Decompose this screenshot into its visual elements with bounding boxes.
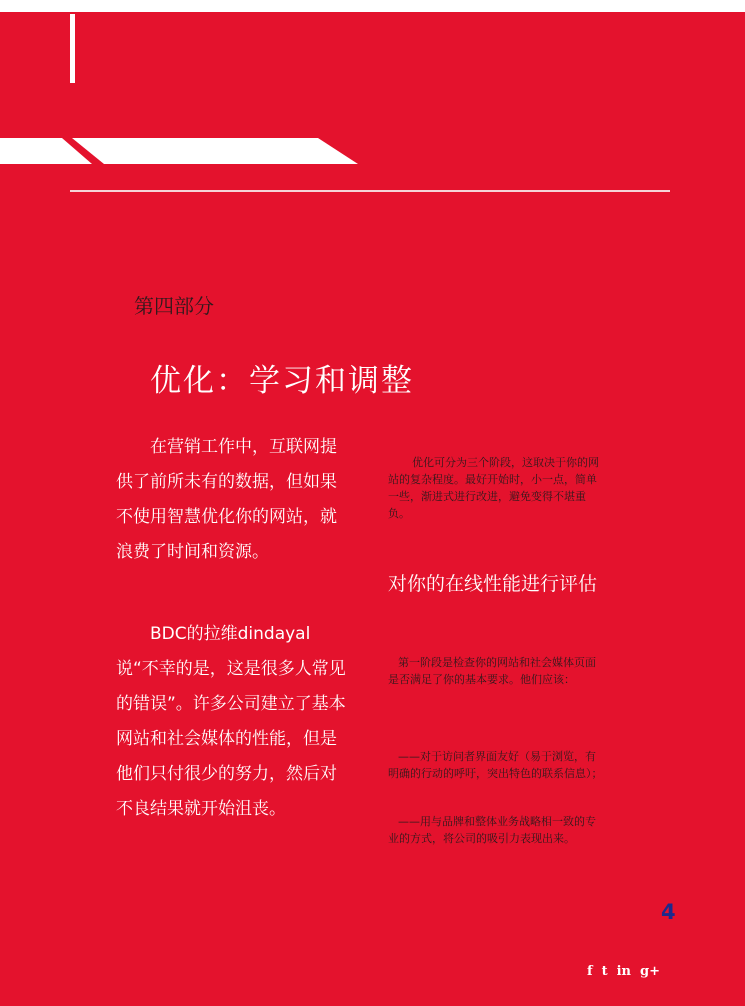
bullet-1: ——对于访问者界面友好（易于浏览，有明确的行动的呼吁，突出特色的联系信息）； (388, 750, 603, 780)
subheading: 对你的在线性能进行评估 (388, 573, 598, 595)
social-icons (587, 964, 660, 980)
googleplus-icon[interactable]: g+ (640, 964, 660, 979)
horizontal-divider (70, 190, 670, 192)
left-paragraph-1: 在营销工作中，互联网提供了前所未有的数据，但如果不使用智慧优化你的网站，就浪费了时间和资源。 (116, 437, 337, 562)
stage-1-paragraph: 第一阶段是检查你的网站和社会媒体页面是否满足了你的基本要求。他们应该： (388, 656, 596, 686)
decorative-stripes (0, 138, 360, 164)
page-title: 优化：学习和调整 (150, 363, 414, 399)
twitter-icon[interactable]: t (601, 964, 608, 979)
right-intro-paragraph: 优化可分为三个阶段，这取决于你的网站的复杂程度。最好开始时，小一点，简单一些，渐进式进行改进，避免变得不堪重负。 (388, 456, 599, 520)
section-label: 第四部分 (134, 294, 214, 318)
bullet-2: ——用与品牌和整体业务战略相一致的专业的方式，将公司的吸引力表现出来。 (388, 815, 596, 845)
vertical-accent-bar (70, 14, 75, 83)
page-background (0, 12, 745, 1006)
linkedin-icon[interactable]: in (616, 964, 631, 979)
facebook-icon[interactable]: f (587, 964, 593, 979)
left-paragraph-2: BDC的拉维dindayal说“不幸的是，这是很多人常见的错误”。许多公司建立了基本网站和社会媒体的性能，但是他们只付很少的努力，然后对不良结果就开始沮丧。 (116, 624, 346, 819)
page-number: 4 (661, 900, 676, 924)
